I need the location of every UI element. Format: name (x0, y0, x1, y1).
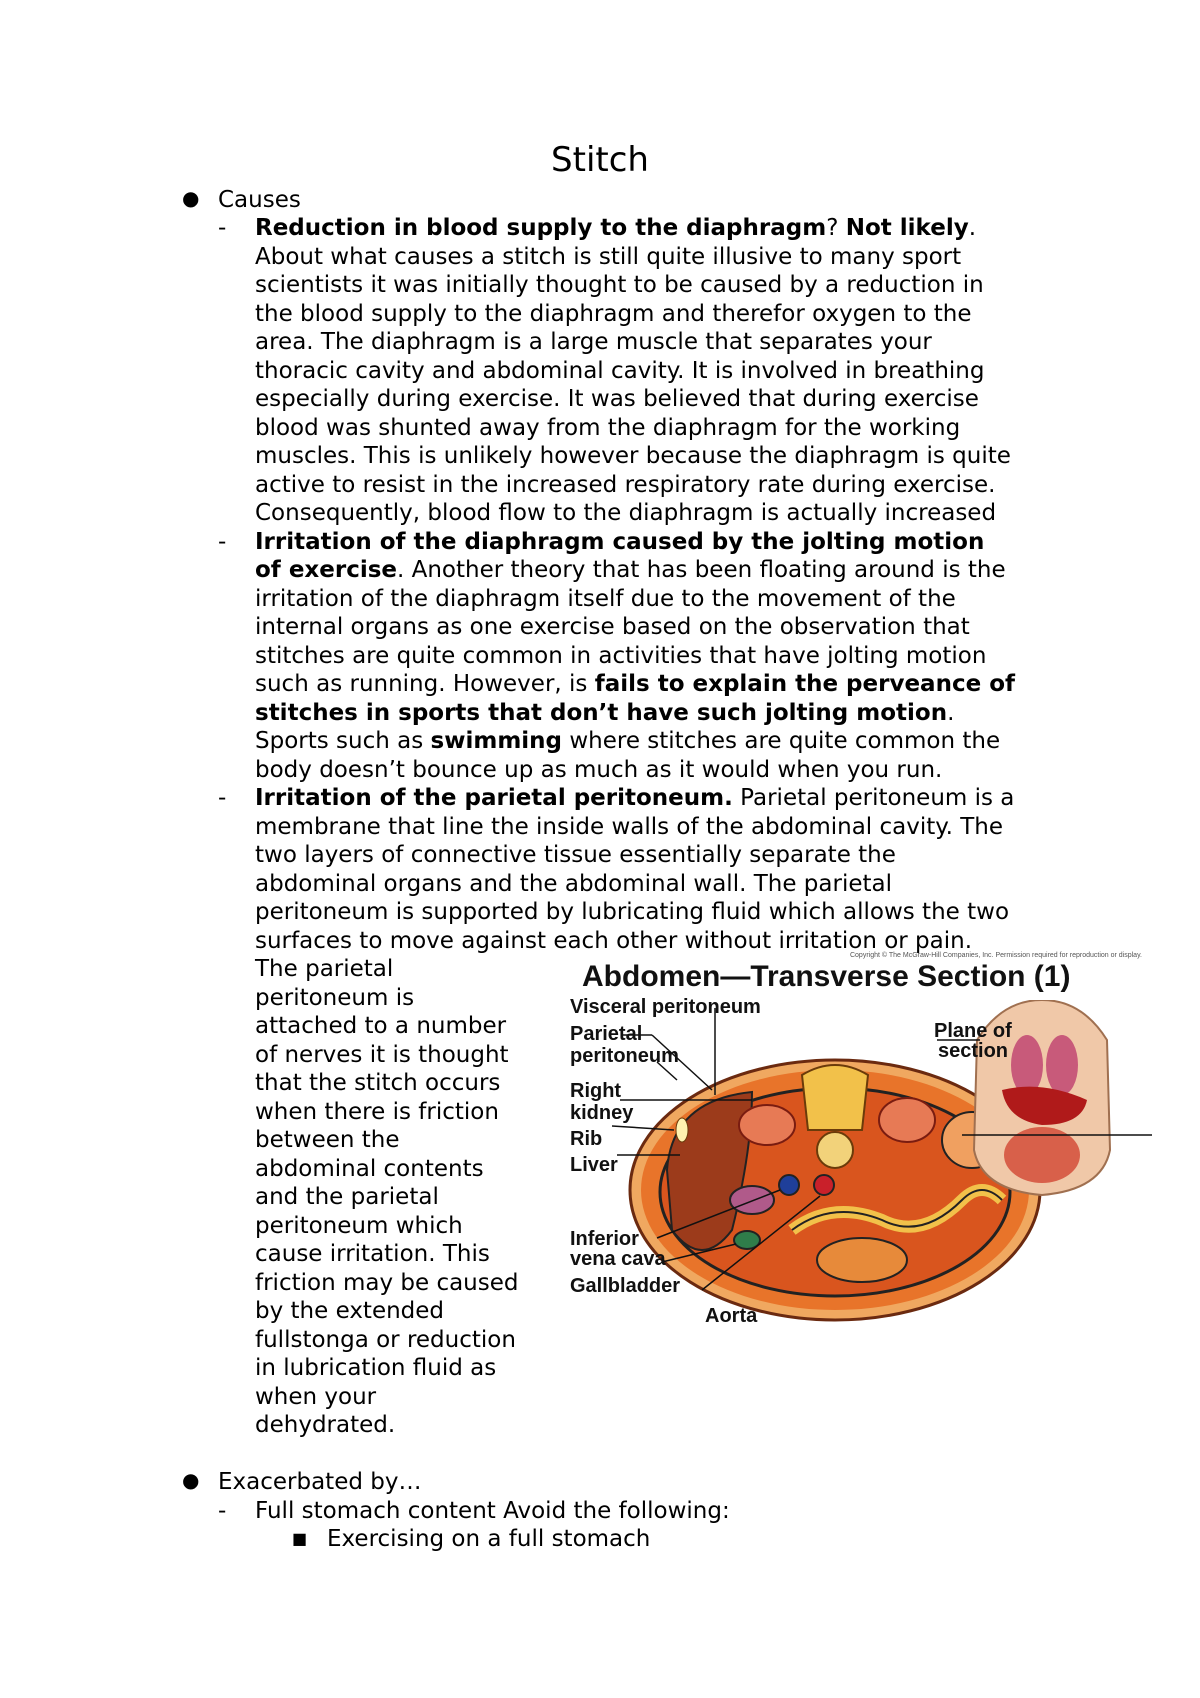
section-heading-exacerbated: Exacerbated by… (218, 1469, 422, 1495)
label-plane-of-section-1: Plane of (934, 1020, 1012, 1042)
cause-2-line8-end: where stitches are quite common the (562, 728, 1001, 754)
cause-3-heading (255, 784, 1085, 813)
cause-3-narrow-line: attached to a number (255, 1013, 507, 1039)
figure-copyright: Copyright © The McGraw-Hill Companies, Inc. Permission required for reproduction or display. (849, 952, 1142, 959)
cause-1-line: Consequently, blood flow to the diaphragm is actually increased (255, 500, 997, 526)
cause-3-narrow-line: peritoneum is (255, 984, 415, 1011)
bullet-icon: ● (182, 1468, 200, 1492)
dash-icon: - (218, 785, 227, 811)
cause-2-line-rest: . Another theory that has been floating around is the (397, 557, 1006, 583)
cause-1-line: muscles. This is unlikely however because the diaphragm is quite (255, 443, 1011, 469)
cause-2-line6-start: such as running. However, is (255, 671, 595, 697)
label-right-kidney-1: Right (570, 1080, 622, 1102)
page-title: Stitch (551, 140, 649, 180)
cause-3-line: membrane that line the inside walls of the abdominal cavity. The (255, 813, 1003, 840)
label-liver: Liver (570, 1154, 618, 1176)
cause-1-verdict: Not likely (845, 215, 969, 241)
cause-2-line: internal organs as one exercise based on the observation that (255, 614, 970, 640)
label-parietal-peritoneum-2: peritoneum (570, 1045, 679, 1067)
label-parietal-peritoneum-1: Parietal (570, 1023, 643, 1045)
cause-1-line: scientists it was initially thought to be caused by a reduction in (255, 272, 984, 298)
cause-2-title-1: Irritation of the diaphragm caused by the jolting motion (255, 528, 985, 555)
cause-3-line: surfaces to move against each other without irritation or pain. (255, 927, 973, 954)
label-ivc-2: vena cava (570, 1248, 666, 1270)
label-right-kidney-2: kidney (570, 1102, 634, 1124)
label-visceral-peritoneum: Visceral peritoneum (570, 996, 761, 1018)
label-aorta: Aorta (705, 1305, 758, 1327)
exacerbated-subitem: Exercising on a full stomach (327, 1526, 651, 1552)
cause-3-line: abdominal organs and the abdominal wall. The parietal (255, 870, 892, 897)
cause-2-title-line (255, 528, 1085, 557)
cause-2-line (255, 699, 1085, 728)
label-plane-of-section-2: section (938, 1040, 1009, 1062)
cause-3-narrow-line: when there is friction (255, 1098, 499, 1125)
cause-3-narrow-line: when your (255, 1383, 377, 1410)
cause-3-line: two layers of connective tissue essentially separate the (255, 842, 896, 868)
cause-3-narrow-line: of nerves it is thought (255, 1041, 509, 1068)
cause-1-line: especially during exercise. It was believed that during exercise (255, 386, 979, 412)
cause-1-line: active to resist in the increased respiratory rate during exercise. (255, 471, 996, 498)
cause-2-line: irritation of the diaphragm itself due to the movement of the (255, 585, 956, 612)
bullet-icon: ● (182, 186, 200, 210)
cause-3-narrow-line: fullstonga or reduction (255, 1326, 516, 1353)
cause-2-line7-bold: stitches in sports that don’t have such jolting motion (255, 699, 948, 726)
cause-1-line: About what causes a stitch is still quite illusive to many sport (255, 243, 962, 270)
cause-2-line7-end: . (947, 699, 955, 726)
square-bullet-icon: ■ (292, 1529, 308, 1548)
cause-3-title: Irritation of the parietal peritoneum. (255, 785, 733, 811)
cause-3-narrow-line: by the extended (255, 1298, 445, 1324)
cause-3-narrow-line: between the (255, 1127, 400, 1153)
cause-3-line: peritoneum is supported by lubricating fluid which allows the two (255, 899, 1010, 925)
cause-3-narrow-line: cause irritation. This (255, 1241, 490, 1267)
label-ivc-1: Inferior (570, 1228, 639, 1250)
cause-1-line: the blood supply to the diaphragm and therefor oxygen to the (255, 300, 972, 327)
dash-icon: - (218, 1497, 227, 1524)
cause-1-q: ? (826, 215, 846, 241)
cause-3-narrow-line: abdominal contents (255, 1155, 484, 1182)
cause-3-narrow-line: that the stitch occurs (255, 1070, 501, 1096)
label-rib: Rib (570, 1128, 603, 1150)
cause-1-line: blood was shunted away from the diaphragm for the working (255, 414, 961, 441)
cause-2-line: stitches are quite common in activities that have jolting motion (255, 642, 987, 669)
cause-3-line-rest: Parietal peritoneum is a (732, 785, 1015, 811)
section-heading-causes: Causes (218, 187, 301, 213)
cause-3-narrow-line: friction may be caused (255, 1269, 519, 1296)
cause-2-line (255, 727, 1085, 756)
cause-2-line (255, 556, 1085, 585)
exacerbated-item: Full stomach content Avoid the following: (255, 1497, 730, 1524)
cause-3-narrow-line: The parietal (255, 956, 394, 982)
cause-3-narrow-line: and the parietal (255, 1184, 439, 1210)
cause-3-narrow-line: dehydrated. (255, 1412, 396, 1438)
cause-2-line8-bold: swimming (430, 728, 563, 754)
cause-2-line8-start: Sports such as (255, 728, 431, 754)
cause-1-line: area. The diaphragm is a large muscle that separates your (255, 329, 932, 355)
cause-2-line: body doesn’t bounce up as much as it would when you run. (255, 756, 943, 783)
dash-icon: - (218, 528, 227, 555)
cause-1-heading: Reduction in blood supply to the diaphragm? Not likely. (255, 215, 977, 241)
cause-2-line6-bold: fails to explain the perveance of (594, 671, 1015, 697)
label-gallbladder: Gallbladder (570, 1275, 681, 1297)
cause-2-title-2: of exercise (255, 557, 397, 583)
cause-1-title: Reduction in blood supply to the diaphragm (255, 215, 827, 241)
cause-3-narrow-line: peritoneum which (255, 1212, 463, 1239)
dash-icon: - (218, 215, 227, 241)
cause-1-line: thoracic cavity and abdominal cavity. It is involved in breathing (255, 357, 985, 384)
cause-3-narrow-line: in lubrication fluid as (255, 1355, 497, 1381)
cause-2-line (255, 670, 1085, 699)
figure-title: Abdomen—Transverse Section (1) (582, 960, 1071, 993)
